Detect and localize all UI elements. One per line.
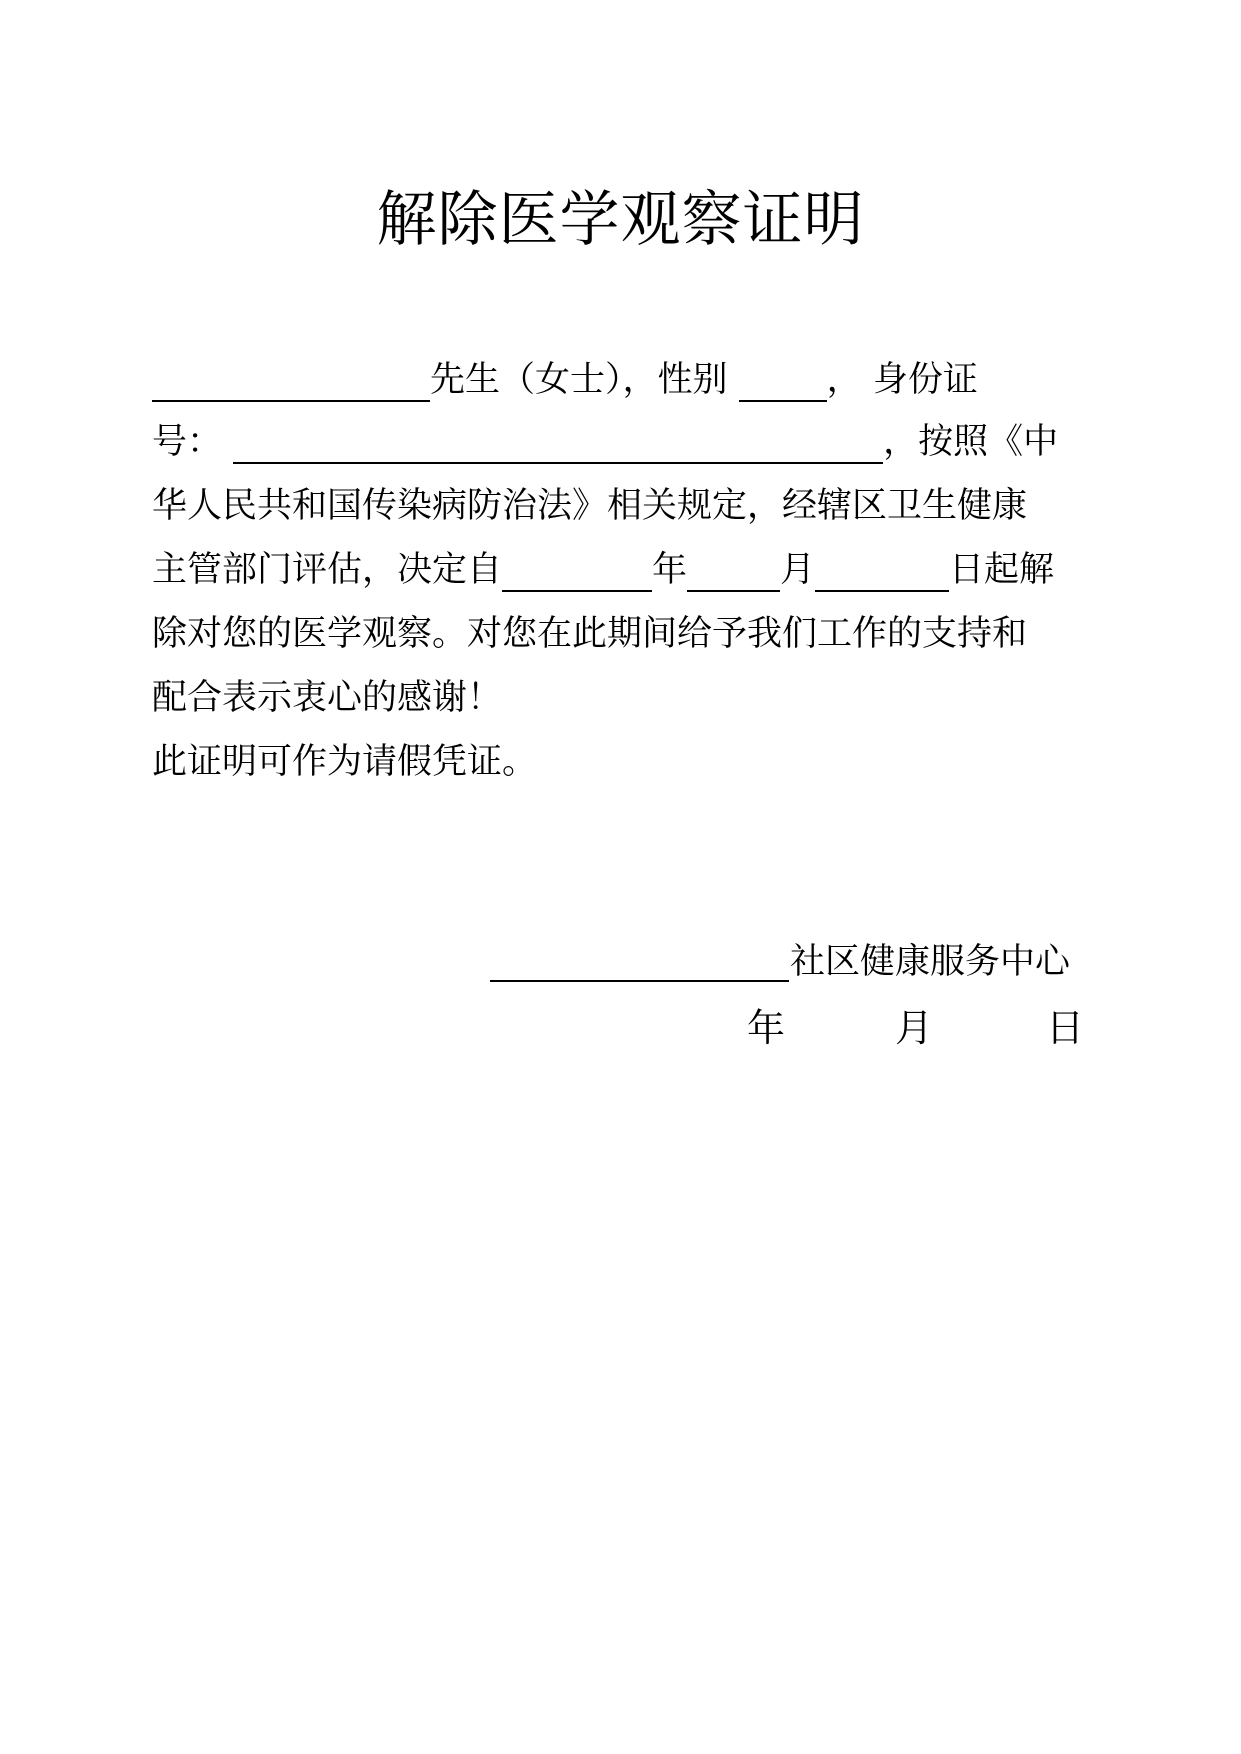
body-line-3: 华人民共和国传染病防治法》相关规定，经辖区卫生健康 [152, 486, 1028, 526]
name-blank[interactable] [152, 350, 430, 402]
gender-blank[interactable] [739, 350, 827, 402]
year-label: 年 [652, 550, 688, 590]
signature-year-label: 年 [747, 1006, 786, 1050]
gender-label: 性别 [657, 360, 728, 400]
according-text: ，按照《中 [883, 422, 1059, 462]
body-line-4 [152, 540, 1054, 600]
gender-comma: ， [826, 360, 862, 400]
signature-month-label: 月 [895, 1006, 934, 1050]
signature-day-label: 日 [1046, 1006, 1085, 1050]
body-line-5: 除对您的医学观察。对您在此期间给予我们工作的支持和 [152, 614, 1028, 654]
start-year-blank[interactable] [502, 540, 652, 592]
month-label: 月 [780, 550, 816, 590]
body-line-2 [152, 412, 1058, 472]
issuing-organization: 社区健康服务中心 [790, 942, 1071, 982]
day-label: 日起解 [949, 550, 1055, 590]
body-line-1 [152, 350, 978, 410]
community-name-blank[interactable] [490, 938, 789, 982]
start-day-blank[interactable] [815, 540, 949, 592]
body-line-6: 配合表示衷心的感谢！ [152, 678, 503, 718]
id-label-start: 身份证 [872, 360, 978, 400]
document-title: 解除医学观察证明 [376, 185, 865, 255]
body-line-7: 此证明可作为请假凭证。 [152, 742, 538, 782]
id-number-blank[interactable] [233, 412, 883, 464]
mr-ms-text: 先生（女士）， [430, 360, 658, 400]
id-label-end: 号： [152, 422, 223, 462]
decision-text: 主管部门评估，决定自 [152, 550, 503, 590]
start-month-blank[interactable] [687, 540, 780, 592]
